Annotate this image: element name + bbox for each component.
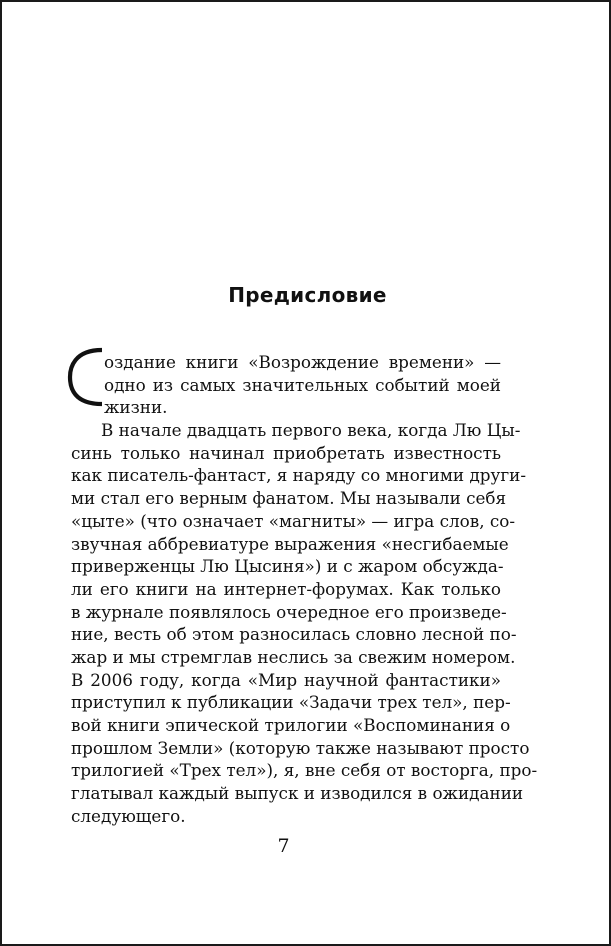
text-line: звучная аббревиатуре выражения «несгибаемые [71, 533, 509, 554]
page-number: 7 [277, 835, 290, 857]
text-line: одно из самых значительных событий моей [104, 374, 501, 395]
text-line: синь только начинал приобретать известность [71, 442, 501, 463]
chapter-title: Предисловие [228, 283, 387, 307]
text-line: приверженцы Лю Цысиня») и с жаром обсужда- [71, 556, 504, 577]
text-line: оздание книги «Возрождение времени» — [104, 352, 501, 372]
text-line: жар и мы стремглав неслись за свежим номером. [71, 646, 516, 667]
text-line: вой книги эпической трилогии «Воспоминания о [71, 715, 511, 735]
text-line: трилогией «Трех тел»), я, вне себя от восторга, про- [71, 760, 538, 781]
text-line: ли его книги на интернет-форумах. Как только [71, 578, 501, 599]
text-line: ние, весть об этом разносилась словно лесной по- [71, 624, 517, 645]
text-line: жизни. [104, 397, 168, 418]
text-line: как писатель-фантаст, я наряду со многими други- [71, 465, 527, 486]
text-line: «цыте» (что означает «магниты» — игра слов, со- [71, 510, 516, 531]
text-line: В начале двадцать первого века, когда Лю Цы- [101, 420, 521, 441]
text-line: в журнале появлялось очередное его произведе- [71, 601, 507, 622]
text-line: В 2006 году, когда «Мир научной фантастики» [71, 669, 501, 690]
text-line: глатывал каждый выпуск и изводился в ожидании [71, 783, 524, 804]
body-text [71, 351, 538, 827]
text-line: прошлом Земли» (которую также называют просто [71, 737, 530, 758]
text-line: ми стал его верным фанатом. Мы называли себя [71, 488, 507, 509]
text-line: следующего. [71, 805, 186, 826]
drop-cap-letter [66, 346, 67, 347]
text-line: приступил к публикации «Задачи трех тел», пер- [71, 692, 511, 713]
